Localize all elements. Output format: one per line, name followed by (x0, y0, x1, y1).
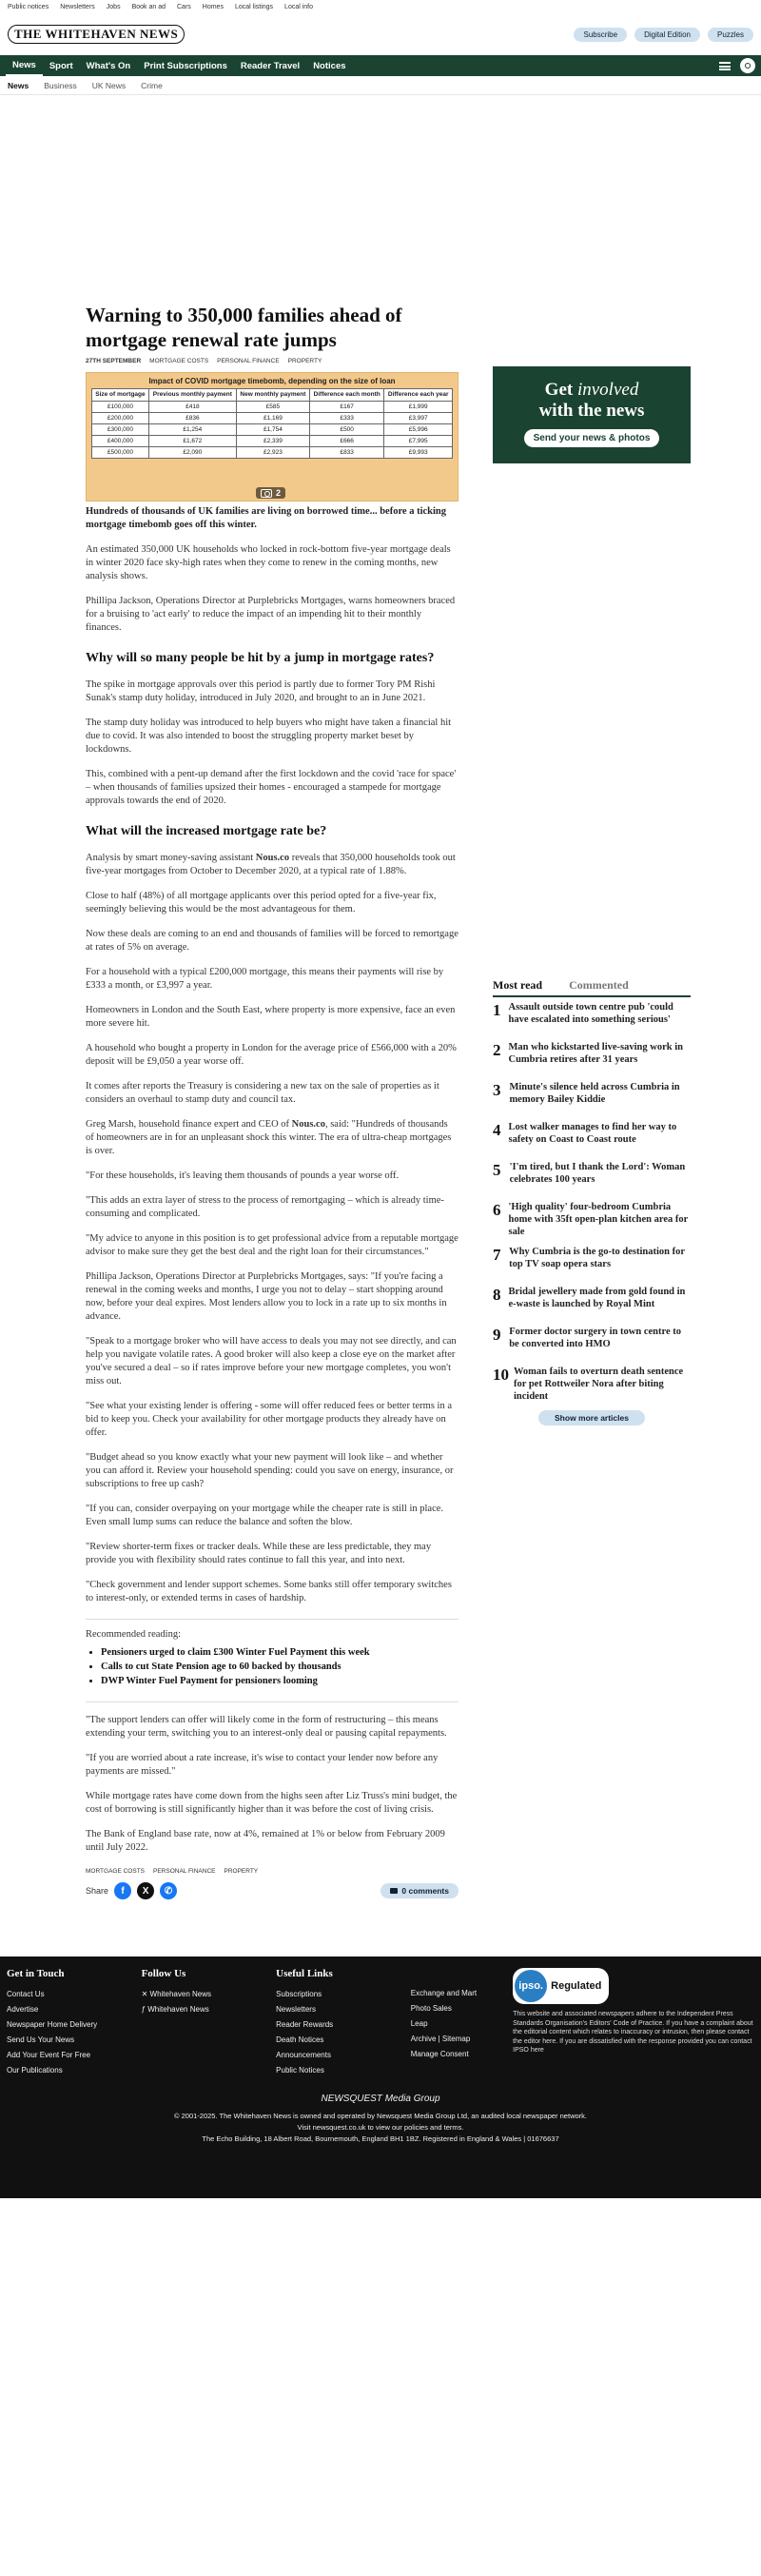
whatsapp-icon[interactable]: ✆ (160, 1882, 177, 1899)
footer-link[interactable]: Archive | Sitemap (410, 2035, 471, 2043)
footer-bottom (7, 2094, 754, 2145)
article-standfirst: Hundreds of thousands of UK families are living on borrowed time... before a ticking mortgage timebomb goes off this winter. (86, 506, 446, 530)
comment-icon (390, 1888, 398, 1894)
camera-icon (261, 489, 272, 498)
paragraph: It comes after reports the Treasury is considering a new tax on the sale of properties as it considers an overhaul to stamp duty and council tax. (86, 1081, 439, 1105)
table-cell: £2,339 (236, 436, 309, 447)
article-tag[interactable]: PROPERTY (224, 1868, 259, 1875)
list-item[interactable] (493, 1077, 691, 1117)
menu-icon[interactable] (717, 58, 732, 73)
text-run: Greg Marsh, household finance expert and CEO of (86, 1119, 292, 1130)
newsquest-group: Media Group (384, 2094, 440, 2104)
paragraph: An estimated 350,000 UK households who locked in rock-bottom five-year mortgage deals in winter 2020 face sky-high rates when they come to renew in the coming months, new analysis shows. (86, 544, 451, 581)
article-headline: Warning to 350,000 families ahead of mortgage renewal rate jumps (86, 304, 402, 351)
table-cell: £418 (148, 402, 236, 413)
footer-link[interactable]: Newsletters (276, 2005, 316, 2014)
table-cell: £100,000 (92, 402, 149, 413)
item-title[interactable]: 'I'm tired, but I thank the Lord': Woman celebrates 100 years (509, 1162, 686, 1185)
most-read-tabs (493, 978, 691, 997)
recommended-title: Recommended reading: (86, 1629, 182, 1640)
tab-commented[interactable]: Commented (569, 978, 629, 992)
item-title[interactable]: Bridal jewellery made from gold found in e-waste is launched by Royal Mint (508, 1287, 686, 1309)
table-cell: £167 (310, 402, 384, 413)
item-number: 7 (493, 1246, 501, 1264)
masthead (0, 13, 761, 55)
promo-line1 (493, 380, 691, 401)
list-item[interactable] (493, 1282, 691, 1322)
subnav-crime[interactable]: Crime (141, 80, 163, 90)
recommended-link[interactable]: • Pensioners urged to claim £300 Winter Fuel Payment this week (101, 1645, 459, 1660)
digital-edition-button[interactable]: Digital Edition (634, 28, 700, 42)
secondary-nav (0, 76, 761, 95)
footer-link[interactable]: Contact Us (7, 1990, 45, 1998)
paragraph: For a household with a typical £200,000 mortgage, this means their payments will rise by £333 a month, or £3,997 a year. (86, 967, 444, 991)
table-row (92, 413, 453, 424)
facebook-icon: ƒ (141, 2005, 148, 2014)
primary-nav (0, 55, 761, 76)
most-read (493, 978, 691, 1426)
list-item[interactable] (493, 1362, 691, 1406)
article-tag[interactable]: MORTGAGE COSTS (149, 358, 209, 364)
utility-bar (0, 0, 761, 13)
promo-line2: with the news (538, 401, 645, 421)
table-cell: £585 (236, 402, 309, 413)
utility-link[interactable]: Newsletters (60, 3, 95, 10)
list-item[interactable] (493, 1322, 691, 1362)
utility-link[interactable]: Jobs (106, 3, 121, 10)
footer-heading: Get in Touch (7, 1968, 65, 1979)
paragraph: Phillipa Jackson, Operations Director at Purplebricks Mortgages, says: "If you're facing a renewal in the coming weeks and months, I urge you not to delay – start shopping around now, before your deal expires. Most lenders allow you to lock in a rate up to six months in advance. (86, 1271, 447, 1322)
promo-text: Get (544, 380, 577, 400)
paragraph: The stamp duty holiday was introduced to help buyers who might have taken a financial hit due to covid. It was also intended to boost the struggling property market beset by lockdowns. (86, 718, 452, 755)
divider (86, 1701, 459, 1702)
paragraph (86, 1118, 459, 1158)
table-row (92, 424, 453, 436)
item-title[interactable]: Man who kickstarted live-saving work in Cumbria retires after 31 years (508, 1042, 683, 1065)
footer-link[interactable]: Death Notices (276, 2035, 324, 2044)
text-run: Analysis by smart money-saving assistant (86, 853, 256, 863)
utility-link[interactable]: Public notices (8, 3, 49, 10)
table-cell: £836 (148, 413, 236, 424)
item-number: 1 (493, 1001, 501, 1019)
footer-link[interactable]: Leap (410, 2019, 428, 2028)
paragraph: "Speak to a mortgage broker who will have access to deals you may not see directly, and can help you navigate volatile rates. A good broker will also keep a close eye on the market after you've secured a deal – so if rates improve before your new mortgage completes, you won't miss out. (86, 1336, 457, 1386)
visit-policies[interactable]: Visit newsquest.co.uk to view our policies and terms. (297, 2123, 464, 2132)
nav-print-subscriptions[interactable]: Print Subscriptions (144, 60, 227, 71)
table-cell: £9,993 (384, 447, 453, 459)
footer-heading: Useful Links (276, 1968, 333, 1979)
table-cell: £5,996 (384, 424, 453, 436)
paragraph: Close to half (48%) of all mortgage applicants over this period opted for a five-year fix, seemingly believing this would be the most advantageous for them. (86, 891, 437, 914)
subnav-uk-news[interactable]: UK News (91, 80, 127, 90)
footer-link[interactable]: Newspaper Home Delivery (7, 2020, 98, 2029)
recommended-link[interactable]: • Calls to cut State Pension age to 60 backed by thousands (101, 1660, 459, 1674)
nav-notices[interactable]: Notices (313, 60, 346, 71)
item-number: 8 (493, 1286, 501, 1304)
mortgage-table (91, 388, 453, 459)
footer-link[interactable]: Announcements (276, 2051, 331, 2059)
table-cell: £1,254 (148, 424, 236, 436)
article-date: 27TH SEPTEMBER (86, 358, 142, 364)
paragraph: "My advice to anyone in this position is to get professional advice from a reputable mortgage advisor to make sure they get the best deal and the right loan for their circumstances." (86, 1233, 459, 1257)
paragraph: The spike in mortgage approvals over this period is partly due to former Tory PM Rishi Sunak's stamp duty holiday, introduced in July 2020, and brought to an in June 2021. (86, 679, 436, 703)
table-cell: £333 (310, 413, 384, 424)
list-item[interactable] (493, 1037, 691, 1077)
item-title[interactable]: Former doctor surgery in town centre to be converted into HMO (509, 1327, 682, 1349)
share-buttons (86, 1882, 177, 1899)
table-header: Size of mortgage (92, 389, 149, 402)
ipso-badge[interactable] (513, 1968, 609, 2004)
nav-sport[interactable]: Sport (49, 60, 73, 71)
sidebar (493, 301, 691, 1899)
newsquest-name: NEWSQUEST (321, 2094, 382, 2104)
utility-link[interactable]: Local listings (234, 3, 274, 10)
item-title[interactable]: Lost walker manages to find her way to safety on Coast to Coast route (508, 1122, 677, 1145)
list-item[interactable] (493, 1242, 691, 1282)
comments-button[interactable] (380, 1883, 459, 1898)
table-cell: £500,000 (92, 447, 149, 459)
facebook-icon[interactable]: f (114, 1882, 131, 1899)
subheading: What will the increased mortgage rate be? (86, 824, 327, 838)
paragraph: Phillipa Jackson, Operations Director at Purplebricks Mortgages, warns homeowners braced for a bruising to 'act early' to reduce the impact of an impending hit to their monthly finances. (86, 596, 456, 633)
footer-link[interactable]: Public Notices (276, 2066, 324, 2075)
ipso-logo: ipso. (515, 1970, 547, 2002)
table-cell: £300,000 (92, 424, 149, 436)
paragraph: The Bank of England base rate, now at 4%, remained at 1% or below from February 2009 until July 2022. (86, 1829, 445, 1853)
paragraph: "Check government and lender support schemes. Some banks still offer temporary switches to interest-only, or extended terms in cases of hardship. (86, 1580, 452, 1603)
paragraph: "Budget ahead so you know exactly what your new payment will look like – and whether you can afford it. Review your household spending: could you save on energy, insurance, or subscriptions to free up cash? (86, 1452, 454, 1489)
ad-space (0, 95, 761, 301)
item-title[interactable]: Minute's silence held across Cumbria in memory Bailey Kiddie (509, 1082, 680, 1105)
search-icon[interactable] (740, 58, 755, 73)
ipso-text: This website and associated newspapers adhere to the Independent Press Standards Organisation's Editors' Code of Practice. If you have a complaint about the editorial content which relates to inaccuracy or intrusion, then please contact the editor here. If you are dissatisfied with the response provided you can contact IPSO here (513, 2011, 753, 2054)
table-cell: £1,169 (236, 413, 309, 424)
ipso-label: Regulated (551, 1980, 602, 1992)
footer-col-useful (276, 1968, 411, 2078)
gallery-count: 2 (276, 488, 282, 498)
table-row (92, 447, 453, 459)
article-tags-bottom (86, 1868, 459, 1875)
table-cell: £2,090 (148, 447, 236, 459)
paragraph: Now these deals are coming to an end and thousands of families will be forced to remortgage at rates of 5% on average. (86, 929, 459, 953)
site-logo[interactable]: THE WHITEHAVEN NEWS (8, 25, 185, 44)
footer-link[interactable]: Exchange and Mart (410, 1989, 478, 1997)
masthead-actions (574, 28, 753, 42)
nav-reader-travel[interactable]: Reader Travel (240, 60, 301, 71)
table-header: Difference each year (384, 389, 453, 402)
footer-link[interactable]: Advertise (7, 2005, 39, 2014)
table-cell: £7,995 (384, 436, 453, 447)
utility-link[interactable]: Cars (177, 3, 191, 10)
image-title: Impact of COVID mortgage timebomb, depending on the size of loan (148, 377, 396, 385)
table-cell: £833 (310, 447, 384, 459)
footer-social-link[interactable] (142, 1987, 277, 2002)
article-tag[interactable]: PERSONAL FINANCE (217, 358, 280, 364)
list-item[interactable] (493, 997, 691, 1037)
nav-news[interactable]: News (6, 55, 43, 76)
footer-link[interactable]: Send Us Your News (7, 2035, 75, 2044)
subscribe-button[interactable]: Subscribe (574, 28, 627, 42)
footer (0, 1957, 761, 2198)
item-title[interactable]: Woman fails to overturn death sentence for pet Rottweiler Nora after biting incident (514, 1367, 684, 1402)
lead-image[interactable] (86, 372, 459, 501)
footer-link[interactable]: Manage Consent (410, 2050, 469, 2058)
footer-link-label: Whitehaven News (149, 1990, 211, 1998)
get-involved-promo[interactable] (493, 366, 691, 463)
paragraph: "The support lenders can offer will likely come in the form of restructuring – this means extending your term, switching you to an interest-only deal or pausing capital repayments. (86, 1715, 447, 1739)
footer-link[interactable]: Our Publications (7, 2066, 63, 2075)
list-item[interactable] (493, 1117, 691, 1157)
item-number: 9 (493, 1326, 501, 1344)
puzzles-button[interactable]: Puzzles (708, 28, 753, 42)
footer-link-label: Whitehaven News (147, 2005, 209, 2014)
item-number: 4 (493, 1121, 501, 1139)
paragraph: "For these households, it's leaving them thousands of pounds a year worse off. (86, 1170, 400, 1181)
paragraph: This, combined with a pent-up demand after the first lockdown and the covid 'race for space' – when thousands of families upsized their homes - encouraged a stampede for mortgage approvals towards the end of 2020. (86, 769, 457, 806)
table-cell: £2,923 (236, 447, 309, 459)
company-address: The Echo Building, 18 Albert Road, Bournemouth, England BH1 1BZ. Registered in England & Wales | 01676637 (202, 2134, 559, 2143)
share-label: Share (86, 1886, 109, 1896)
article-body (86, 543, 459, 1855)
paragraph: "This adds an extra layer of stress to the process of remortgaging – which is already time-consuming and complicated. (86, 1195, 444, 1219)
nous-link[interactable]: Nous.co (291, 1119, 325, 1130)
promo-emphasis: involved (576, 380, 639, 400)
paragraph: "Review shorter-term fixes or tracker deals. While these are less predictable, they may provide you with flexibility should rates continue to fall this year, and into next. (86, 1542, 432, 1565)
utility-link[interactable]: Book an ad (131, 3, 166, 10)
table-cell: £1,672 (148, 436, 236, 447)
utility-link[interactable]: Local info (284, 3, 314, 10)
footer-columns (7, 1968, 754, 2078)
x-icon[interactable]: X (137, 1882, 154, 1899)
paragraph: A household who bought a property in London for the average price of £566,000 with a 20% deposit will be £9,050 a year worse off. (86, 1043, 457, 1067)
article-tag[interactable]: PROPERTY (287, 358, 322, 364)
table-cell: £666 (310, 436, 384, 447)
article-meta (86, 358, 459, 364)
table-cell: £500 (310, 424, 384, 436)
table-row (92, 436, 453, 447)
table-cell: £200,000 (92, 413, 149, 424)
table-cell: £3,997 (384, 413, 453, 424)
item-title[interactable]: Why Cumbria is the go-to destination for top TV soap opera stars (509, 1247, 685, 1269)
footer-heading: Follow Us (141, 1968, 186, 1979)
paragraph: "If you can, consider overpaying on your mortgage while the cheaper rate is still in place. Even small lump sums can reduce the balance and soften the blow. (86, 1504, 444, 1527)
item-title[interactable]: Assault outside town centre pub 'could have escalated into something serious' (508, 1002, 673, 1025)
ipso-box (513, 1968, 754, 2078)
table-header: New monthly payment (236, 389, 309, 402)
nous-link[interactable]: Nous.co (255, 853, 290, 863)
nav-whats-on[interactable]: What's On (86, 60, 131, 71)
copyright: © 2001-2025. The Whitehaven News is owned and operated by Newsquest Media Group Ltd, an audited local newspaper network. (174, 2112, 587, 2120)
footer-link[interactable]: Add Your Event For Free (7, 2051, 91, 2059)
newsquest-logo (7, 2094, 754, 2105)
list-item[interactable] (493, 1197, 691, 1242)
footer-col-more (411, 1968, 513, 2078)
paragraph: While mortgage rates have come down from the highs seen after Liz Truss's mini budget, the cost of borrowing is still significantly higher than it was before the cost of living crisis. (86, 1791, 458, 1815)
list-item[interactable] (493, 1157, 691, 1197)
item-number: 10 (493, 1366, 509, 1384)
table-cell: £1,999 (384, 402, 453, 413)
footer-col-follow (142, 1968, 277, 2078)
table-header-row (92, 389, 453, 402)
share-row (86, 1882, 459, 1899)
recommended-link[interactable]: • DWP Winter Fuel Payment for pensioners looming (101, 1674, 459, 1688)
article (86, 301, 459, 1899)
paragraph: Homeowners in London and the South East, where property is more expensive, face an even more severe hit. (86, 1005, 456, 1029)
divider (86, 1619, 459, 1620)
gallery-badge[interactable] (256, 487, 285, 499)
item-title[interactable]: 'High quality' four-bedroom Cumbria home with 35ft open-plan kitchen area for sale (508, 1202, 689, 1237)
item-number: 3 (493, 1081, 501, 1099)
utility-link[interactable]: Homes (202, 3, 224, 10)
paragraph: "See what your existing lender is offering - some will offer reduced fees or better terms in a bid to keep you. Check your availability for other mortgage products they already have on offer. (86, 1401, 452, 1438)
item-number: 2 (493, 1041, 501, 1059)
footer-col-contact (7, 1968, 142, 2078)
footer-link[interactable]: Reader Rewards (276, 2020, 334, 2029)
article-tag[interactable]: MORTGAGE COSTS (86, 1868, 145, 1875)
table-row (92, 402, 453, 413)
subheading: Why will so many people be hit by a jump in mortgage rates? (86, 651, 435, 665)
most-read-list (493, 997, 691, 1406)
paragraph (86, 852, 459, 878)
text-run: reveals that 350,000 households took out five-year mortgages from October to December 2020, at a typical rate of 1.88%. (86, 853, 456, 876)
show-more-button[interactable]: Show more articles (538, 1410, 645, 1426)
tab-most-read[interactable]: Most read (493, 978, 543, 992)
page-layout (0, 301, 761, 1899)
footer-social-link[interactable] (142, 2002, 277, 2017)
comments-label: 0 comments (401, 1886, 449, 1896)
x-icon: ✕ (141, 1990, 150, 1998)
table-header: Difference each month (310, 389, 384, 402)
item-number: 6 (493, 1201, 501, 1219)
subnav-news[interactable]: News (8, 80, 29, 90)
footer-link[interactable]: Subscriptions (276, 1990, 322, 1998)
paragraph: "If you are worried about a rate increase, it's wise to contact your lender now before any payments are missed." (86, 1753, 439, 1777)
send-news-button[interactable]: Send your news & photos (524, 429, 660, 447)
recommended-list (86, 1645, 459, 1688)
footer-link[interactable]: Photo Sales (410, 2004, 452, 2013)
article-tag[interactable]: PERSONAL FINANCE (153, 1868, 216, 1875)
table-cell: £400,000 (92, 436, 149, 447)
subnav-business[interactable]: Business (44, 80, 77, 90)
table-header: Previous monthly payment (148, 389, 236, 402)
table-cell: £1,754 (236, 424, 309, 436)
text-run: , said: "Hundreds of thousands of homeowners are in for an unpleasant shock this winter. The era of ultra-cheap mortgages is over. (86, 1119, 452, 1156)
item-number: 5 (493, 1161, 501, 1179)
